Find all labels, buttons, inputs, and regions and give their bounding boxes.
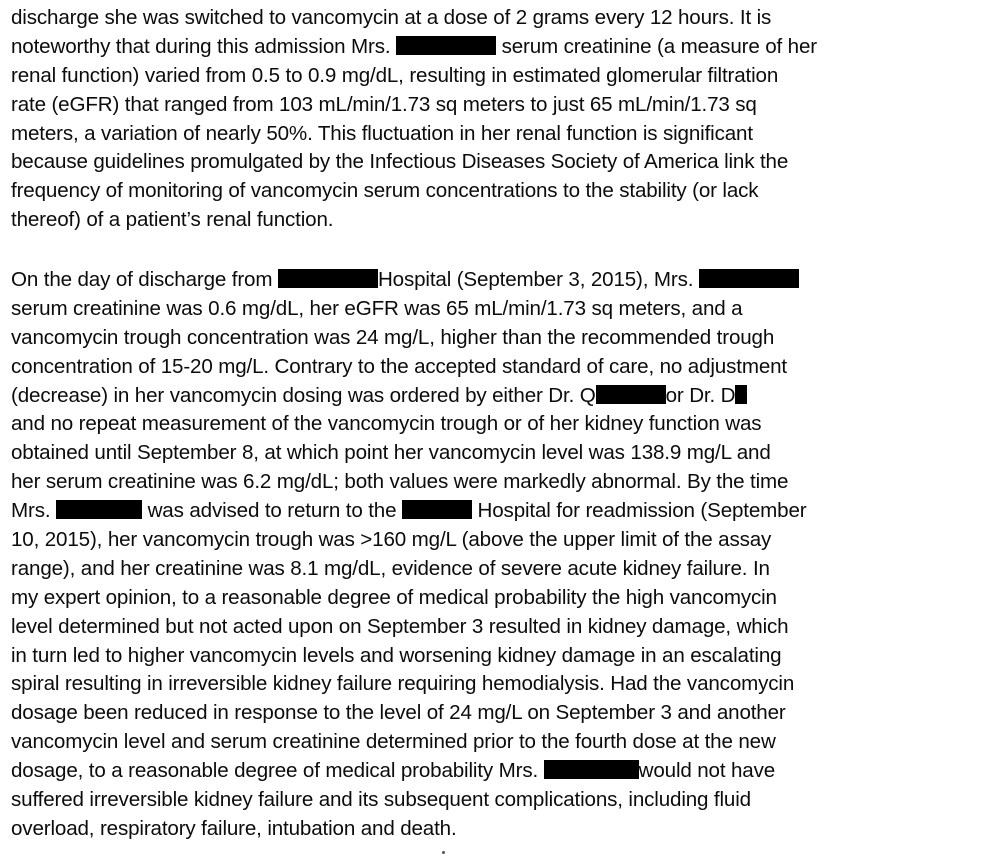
text-segment: Mrs. [11, 499, 57, 523]
text-segment: serum creatinine (a measure of her [496, 34, 817, 58]
text-line [11, 324, 991, 353]
redaction-bar [402, 500, 472, 519]
text-segment: discharge she was switched to vancomycin at a dose of 2 grams every 12 hours. It is [11, 6, 772, 29]
text-segment: suffered irreversible kidney failure and its subsequent complications, including fluid [11, 788, 751, 812]
text-segment: in turn led to higher vancomycin levels and worsening kidney damage in an escalating [11, 643, 782, 667]
text-segment: 10, 2015), her vancomycin trough was >160 mg/L (above the upper limit of the assay [11, 528, 772, 552]
text-line [11, 33, 991, 62]
text-line [11, 497, 991, 526]
text-segment: thereof) of a patient’s renal function. [11, 208, 334, 232]
text-segment: On the day of discharge from [11, 268, 278, 291]
text-segment: (decrease) in her vancomycin dosing was ordered by either Dr. Q [11, 383, 596, 407]
text-line [11, 382, 991, 411]
redaction-bar [56, 500, 142, 519]
text-segment: would not have [638, 759, 776, 783]
text-segment: range), and her creatinine was 8.1 mg/dL, evidence of severe acute kidney failure. In [11, 556, 770, 580]
text-line [11, 786, 991, 815]
text-line [11, 584, 991, 613]
text-line [11, 555, 991, 584]
text-line [11, 148, 991, 177]
text-line [11, 177, 991, 206]
text-segment: renal function) varied from 0.5 to 0.9 mg/dL, resulting in estimated glomerular filtration [11, 63, 779, 87]
scan-speck [442, 851, 445, 854]
redaction-bar [544, 760, 639, 779]
text-line [11, 699, 991, 728]
text-line [11, 670, 991, 699]
text-segment: Hospital (September 3, 2015), Mrs. [377, 268, 699, 291]
redaction-bar [735, 385, 747, 404]
text-line [11, 120, 991, 149]
text-line [11, 62, 991, 91]
text-segment: meters, a variation of nearly 50%. This fluctuation in her renal function is significant [11, 121, 753, 145]
text-segment: rate (eGFR) that ranged from 103 mL/min/1.73 sq meters to just 65 mL/min/1.73 sq [11, 92, 757, 116]
text-segment: frequency of monitoring of vancomycin serum concentrations to the stability (or lack [11, 179, 759, 203]
text-line [11, 613, 991, 642]
text-segment: level determined but not acted upon on September 3 resulted in kidney damage, which [11, 614, 789, 638]
text-line [11, 206, 991, 235]
redaction-bar [278, 269, 378, 288]
text-line [11, 728, 991, 757]
text-segment: vancomycin level and serum creatinine determined prior to the fourth dose at the new [11, 730, 776, 754]
text-segment: noteworthy that during this admission Mrs. [11, 34, 397, 58]
redaction-bar [396, 36, 496, 55]
text-line [11, 353, 991, 382]
text-segment: my expert opinion, to a reasonable degree of medical probability the high vancomycin [11, 585, 777, 609]
text-segment: vancomycin trough concentration was 24 mg/L, higher than the recommended trough [11, 325, 775, 349]
text-line [11, 439, 991, 468]
text-line [11, 295, 991, 324]
text-line [11, 526, 991, 555]
text-line [11, 642, 991, 671]
text-segment: serum creatinine was 0.6 mg/dL, her eGFR was 65 mL/min/1.73 sq meters, and a [11, 296, 743, 320]
text-segment: obtained until September 8, at which point her vancomycin level was 138.9 mg/L and [11, 441, 771, 465]
text-line [11, 815, 991, 844]
text-line [11, 757, 991, 786]
text-line [11, 468, 991, 497]
text-segment: or Dr. D [665, 383, 736, 407]
text-line [11, 410, 991, 439]
text-segment: concentration of 15-20 mg/L. Contrary to the accepted standard of care, no adjustment [11, 354, 787, 378]
text-segment: and no repeat measurement of the vancomycin trough or of her kidney function was [11, 412, 762, 436]
paragraph-renal-function [11, 4, 991, 235]
text-segment: Hospital for readmission (September [471, 499, 807, 523]
text-line [11, 91, 991, 120]
text-line [11, 4, 991, 33]
text-segment: spiral resulting in irreversible kidney failure requiring hemodialysis. Had the vancomycin [11, 672, 795, 696]
text-line [11, 266, 991, 295]
redaction-bar [699, 269, 799, 288]
text-segment: dosage, to a reasonable degree of medical probability Mrs. [11, 759, 544, 783]
text-segment: her serum creatinine was 6.2 mg/dL; both values were markedly abnormal. By the time [11, 470, 789, 494]
text-segment: overload, respiratory failure, intubation and death. [11, 816, 457, 840]
text-segment: because guidelines promulgated by the Infectious Diseases Society of America link the [11, 150, 789, 174]
text-segment: dosage been reduced in response to the level of 24 mg/L on September 3 and another [11, 701, 786, 725]
redaction-bar [596, 385, 666, 404]
text-segment: was advised to return to the [142, 499, 402, 523]
paragraph-discharge-opinion [11, 266, 991, 844]
